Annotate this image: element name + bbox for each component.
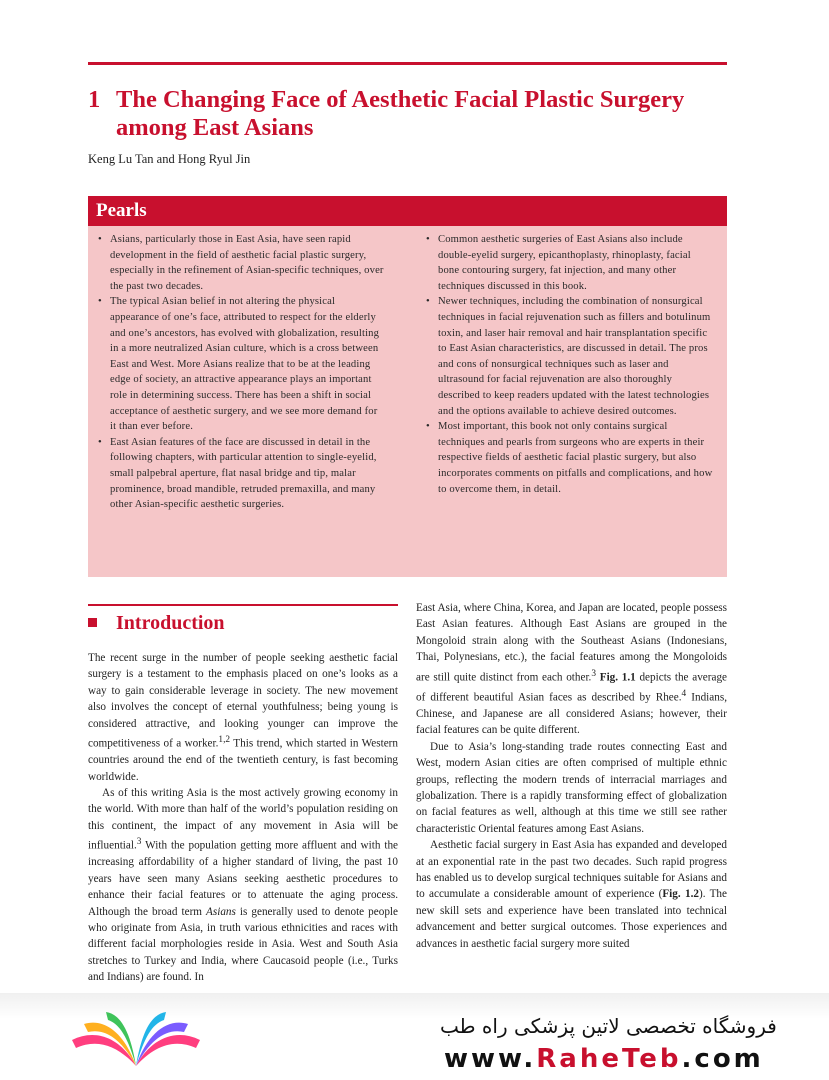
introduction-rule bbox=[88, 604, 398, 606]
bullet-icon: • bbox=[426, 421, 430, 433]
book-logo-icon bbox=[66, 1008, 206, 1070]
chapter-title bbox=[88, 86, 738, 142]
pearls-right-list bbox=[426, 232, 714, 497]
pearl-item: • Newer techniques, including the combination of nonsurgical techniques in facial rejuvenation such as fillers and botulinum toxin, and laser hair removal and hair transplantation specific to East Asian characteristics, are discussed in detail. The pros and cons of nonsurgical techniques such as laser and ultrasound for facial rejuvenation are also thoroughly described to keep readers updated with the latest technologies and the options available to achieve desired outcomes. bbox=[426, 296, 711, 417]
paragraph: Aesthetic facial surgery in East Asia has expanded and developed at an exponential rate in the past two decades. Such rapid progress has enabled us to develop surgical techniques suitable for Asians and to accumulate a considerable amount of experience (Fig. 1.2). The new skill sets and experience have been translated into technical advancement and better surgical outcomes. Those experiences and advances in aesthetic facial surgery more suited bbox=[416, 839, 727, 950]
figure-reference[interactable]: Fig. 1.2 bbox=[662, 888, 699, 901]
pearl-item: • Most important, this book not only contains surgical techniques and pearls from surgeons who are experts in their respective fields of aesthetic facial plastic surgery, but also incorporates comments on pitfalls and complications, and how to overcome them, in detail. bbox=[426, 421, 713, 495]
paragraph: The recent surge in the number of people seeking aesthetic facial surgery is a testament to the emphasis placed on one’s looks as a way to gain considerable leverage in society. The new movement also involves the concept of eternal youthfulness; being young is considered attractive, and looking younger can improve the competitiveness of a worker.$^{1,2}$ This trend, which started in Western countries around the end of the twentieth century, is fast becoming worldwide. bbox=[88, 652, 398, 783]
chapter-title-text: The Changing Face of Aesthetic Facial Plastic Surgery among East Asians bbox=[116, 86, 685, 141]
body-column-left bbox=[88, 650, 398, 986]
top-rule bbox=[88, 62, 727, 65]
authors: Keng Lu Tan and Hong Ryul Jin bbox=[88, 152, 251, 166]
pearls-left-list bbox=[98, 232, 386, 513]
introduction-heading: Introduction bbox=[88, 610, 225, 636]
pearls-heading: Pearls bbox=[88, 196, 727, 226]
square-bullet-icon bbox=[88, 618, 97, 627]
pearl-item: • East Asian features of the face are discussed in detail in the following chapters, with particular attention to single-eyelid, small palpebral aperture, flat nasal bridge and tip, malar prominence, broad mandible, retruded premaxilla, and many other Asian-specific aesthetic surgeries. bbox=[98, 436, 377, 511]
pearl-item: • The typical Asian belief in not altering the physical appearance of one’s face, attributed to respect for the elderly and one’s ancestors, has evolved with globalization, resulting in a more neutralized Asian culture, which is a cross between East and West. More Asians realize that to be at the leading edge of society, an attractive appearance plays an important role in determining success. There has been a shift in social acceptance of aesthetic surgery, and we see more demand for it than ever before. bbox=[98, 296, 380, 433]
store-name: فروشگاه تخصصی لاتین پزشکی راه طب bbox=[440, 1014, 777, 1038]
bullet-icon: • bbox=[98, 296, 102, 308]
bullet-icon: • bbox=[98, 436, 102, 448]
body-column-right bbox=[416, 600, 727, 952]
paragraph: As of this writing Asia is the most actively growing economy in the world. With more than half of the world’s population residing on this continent, the impact of any movement in Asia will be influential.$^3$ With the population getting more affluent and with the increasing affordability of a higher standard of living, the past 10 years have seen many Asians seeking aesthetic procedures to enhance their facial features or to attenuate the aging process. Although the broad term Asians is generally used to denote people who originate from Asia, in truth various ethnicities and races with different facial morphologies reside in Asia. West and South Asia stretches to Turkey and India, where Caucasoid people (i.e., Turks and Indians) are found. In bbox=[88, 786, 398, 984]
bullet-icon: • bbox=[426, 234, 430, 245]
chapter-number: 1 bbox=[88, 86, 101, 113]
paragraph: Due to Asia’s long-standing trade routes connecting East and West, modern Asian cities are often comprised of multiple ethnic groups, reflecting the modern trends of interracial marriages and globalization. There is a rapidly transforming effect of globalization on facial features as well, although at this time we still see rather characteristic Oriental features among East Asians. bbox=[416, 740, 727, 835]
pearl-item: • Common aesthetic surgeries of East Asians also include double-eyelid surgery, epicanthoplasty, rhinoplasty, facial bone contouring surgery, fat injection, and many other techniques discussed in this book. bbox=[426, 234, 691, 292]
bullet-icon: • bbox=[98, 234, 102, 245]
figure-reference[interactable]: Fig. 1.1 bbox=[599, 671, 636, 684]
pearls-columns bbox=[88, 232, 727, 572]
pearl-item: • Asians, particularly those in East Asia, have seen rapid development in the field of aesthetic facial plastic surgery, especially in the refinement of Asian-specific techniques, over the past two decades. bbox=[98, 234, 384, 292]
store-url[interactable]: www.RaheTeb.com bbox=[444, 1044, 764, 1074]
paragraph: East Asia, where China, Korea, and Japan are located, people possess East Asian features. Although East Asians are grouped in the Mongoloid strain along with the Southeast Asians (Indonesians, Thai, Polynesians, etc.), the facial features among the Mongoloids are still quite distinct from each other.$^3$ Fig. 1.1 depicts the average of different beautiful Asian faces as described by Rhee.$^4$ Indians, Chinese, and Japanese are all considered Asians; however, their facial features can be quite different. bbox=[416, 602, 727, 737]
pearls-box bbox=[88, 196, 727, 577]
bullet-icon: • bbox=[426, 296, 430, 308]
